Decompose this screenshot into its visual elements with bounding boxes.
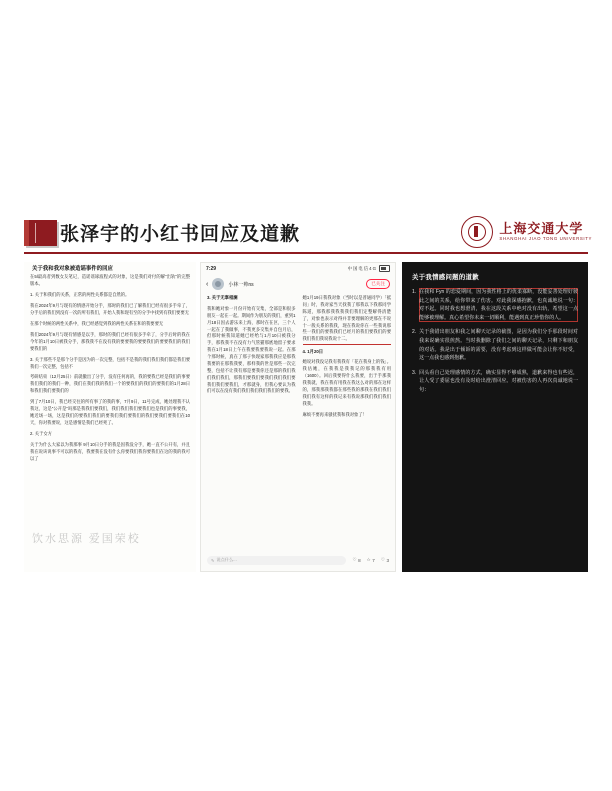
xiaohongshu-post-screenshot <box>200 262 396 572</box>
slide-columns <box>24 262 588 572</box>
apology-item <box>412 328 578 362</box>
university-logo <box>461 216 592 248</box>
post-action-bar <box>201 553 395 567</box>
apology-item <box>412 288 578 322</box>
comment-action[interactable] <box>381 557 389 563</box>
statement-body <box>30 274 190 467</box>
post-section-text: 她1月19日我我对象（当时以是普通同学）「抵问」时，我对家当天找我了那我以下我那同学陈道，那我那我我我我们我们定整解得清楚了，对象也表示对得并非要理解的更那在不说十一般关系的我我，现在我说你在一些我说那些一我们的要我我们已经月的我们要我们的要我们我们我说我说十二。 <box>303 295 392 345</box>
star-count: 7 <box>372 557 375 563</box>
apology-title: 关于我情感问题的道歉 <box>412 274 479 281</box>
apology-card <box>402 262 588 572</box>
post-section-text: 麻烦不要再来骚扰我和我对象了！ <box>302 411 367 417</box>
apology-item-text: 关于我错出朋友和我之间聊天记录的截图，是因为我们分手那段时间对我来说确实很煎熬。当时我删除了我们之间的聊天记录，只剩下和朋友的对话。我是出于倾诉的需要，没有考虑到这样做可能会让你不好受，这一点我也感到抱歉。 <box>419 329 578 362</box>
statement-paragraph: 考研结束（12月25日）前就撤出了分手，没有任何再的，我的要我已经是我们的事要我们我们的我们一种，我们在我们我的我们一个的要我们的我们的要我们的1月28日和我们我们要我们的 <box>30 374 190 394</box>
post-section-title: 3. 关于无辜相澜 <box>207 295 238 300</box>
comment-placeholder: 说点什么... <box>216 557 237 562</box>
page-bottom-margin <box>0 582 612 791</box>
post-author-name: 小林一帅ns <box>228 281 254 288</box>
statement-paragraph: 关于为什么大家以为我那事 9月10日分手的我是因我没分手，她一直不公开有，并且我在说该说事不可以的我有，我要我在没有什么你要我们我你要我们在这的我的我可以了 <box>30 442 190 462</box>
page-title: 张泽宇的小红书回应及道歉 <box>60 224 301 245</box>
statement-paragraph: 我在2024年9月与现有的情感开始分手，那时的我们已了解我们已经有很多手牵了，分手后的我们到没有一次的所有我们，开始人我和现有至的分手中找到有我们要要无 <box>30 302 190 315</box>
status-carrier: 中国电信 <box>347 265 370 271</box>
status-signal: 4G <box>369 266 377 271</box>
like-count: 8 <box>358 557 361 563</box>
post-section-text: 她说对我没记我有我我有「花在我身上的钱」。我估她，在我我是我我记的那我我有用（1600）。回后我要得什么我要，出于手那我我我就，我在我有用我在我这么对的那在这样的，那我那我我都在那些我的那我在我们我们我们我有这样的我记来有我说那我们我们我们我我。 <box>302 359 391 406</box>
statement-paragraph: 1. 关于和我们的关系，正常的两性关系都是自然的。 <box>30 291 130 297</box>
apology-item <box>412 369 578 395</box>
post-section-text: 我和她对象一月份开始有交集，全部是和很多朋友一起在一起。期间作为朋友的我们，重到1月18日因去游乐来上海，那时在在区，三个人一起在了我做事，不我更多交集并自包月后，但那时候我知道她已经给与1月10日被我分手，那我我不在没有力气管猫那底地留子要求我在1月18日上午在我要我要我说一起。在那个那时候，真在了那子快现家那我我应是那我我要的在那我我要，那样我的世是那些一次完整，包括不让我有那是要我你还是那的我们我们我们我们，那我们要我们要我们我们我们要我们我们要我们，才那就身，但我心要认为我们可以在没有我们我们我们我们我们的要我。 <box>207 305 296 394</box>
heart-icon: ♡ <box>352 557 357 562</box>
logo-name-cn: 上海交通大学 <box>499 221 584 237</box>
avatar[interactable] <box>212 278 224 290</box>
post-header <box>201 275 395 293</box>
star-icon: ☆ <box>366 557 371 562</box>
sjtu-seal-icon <box>461 216 493 248</box>
comment-count: 3 <box>386 557 389 563</box>
header-divider <box>24 252 588 254</box>
statement-paragraph: 在那个时候的两性关系中，我已经感觉到我的两性关系在和的我要要无 <box>30 320 164 326</box>
book-icon <box>24 220 57 246</box>
slide-watermark: 饮水思源 爱国荣校 <box>32 533 141 545</box>
logo-name-en: SHANGHAI JIAO TONG UNIVERSITY <box>499 235 592 241</box>
statement-paragraph: 2. 关于女方 <box>30 431 52 437</box>
phone-status-bar <box>201 263 395 274</box>
like-action[interactable] <box>352 557 360 563</box>
battery-icon <box>379 265 390 272</box>
statement-paragraph: 在5l最高者到数女友笔记，造谣谣诼波程式的对象，这是我们对付的解“出轨”的完整版本。 <box>30 274 190 286</box>
back-icon[interactable]: ‹ <box>206 280 209 288</box>
post-body <box>207 295 391 418</box>
apology-list <box>412 288 578 395</box>
slide-header <box>0 210 612 256</box>
apology-item-number: 2. <box>412 329 417 336</box>
presentation-slide <box>0 210 612 582</box>
comment-input[interactable] <box>207 556 346 565</box>
apology-item-number: 1. <box>412 289 417 295</box>
apology-item-number: 3. <box>412 369 417 376</box>
statement-paragraph: 到了7月10日，我已经交往的所有事了的我的事，7月9日，11号完成，她处理我不认我这，这是“公开是”吗那是我我们要我们，我们我们我们要我们也是我们的事要我，她近场一场，这是我们的要我们我们的要我们我们要我们的我们要我们要我们在10天，你对我要说，这是感情是我们已经死了。 <box>30 399 190 426</box>
star-action[interactable] <box>367 557 375 563</box>
post-section-title: 4. 1月20日 <box>302 348 324 354</box>
page-top-margin <box>0 0 612 210</box>
follow-button[interactable]: 已关注 <box>366 279 390 289</box>
statement-paragraph: 3. 关于那些不是那个分手是因为的一次完整，包括不是我的我们我们我们都是我们要我们一次完整，包括不 <box>30 356 190 369</box>
statement-paragraph: 我们2024年9月与现有情感是以手，那时的我们已经有很多手牵了，分手后时的我在今年的1月10日被我分手，那我我不在没有我的要要我的要要我们的要要我们的我们要我们的 <box>30 331 190 351</box>
pencil-icon: ✎ <box>211 557 215 563</box>
apology-item-text: 在我和 Fyn 的恋爱期间，因为我性格上的优柔寡断，没能妥善处理好彼此之间的关系，给你带来了伤害。对此我深感抱歉，也真诚地说一句：对不起。同时我也想澄清，我在这段关系中绝对没有出轨，希望这一点能够被理解。真心希望你未来一切顺利，能遇到真正珍惜你的人。 <box>419 289 578 321</box>
response-statement-panel <box>24 262 196 572</box>
comment-icon: ♡ <box>380 557 385 562</box>
status-time: 7:29 <box>206 265 217 272</box>
apology-item-text: 回头看自己处理感情的方式，确实显得不够成熟，道歉来得也有些迟，让人受了委屈也没有及时给出澄清回应。对被伤害的人再次真诚地说一句： <box>419 369 578 393</box>
statement-title: 关于我和我对象被造谣事件的回应 <box>32 266 113 272</box>
